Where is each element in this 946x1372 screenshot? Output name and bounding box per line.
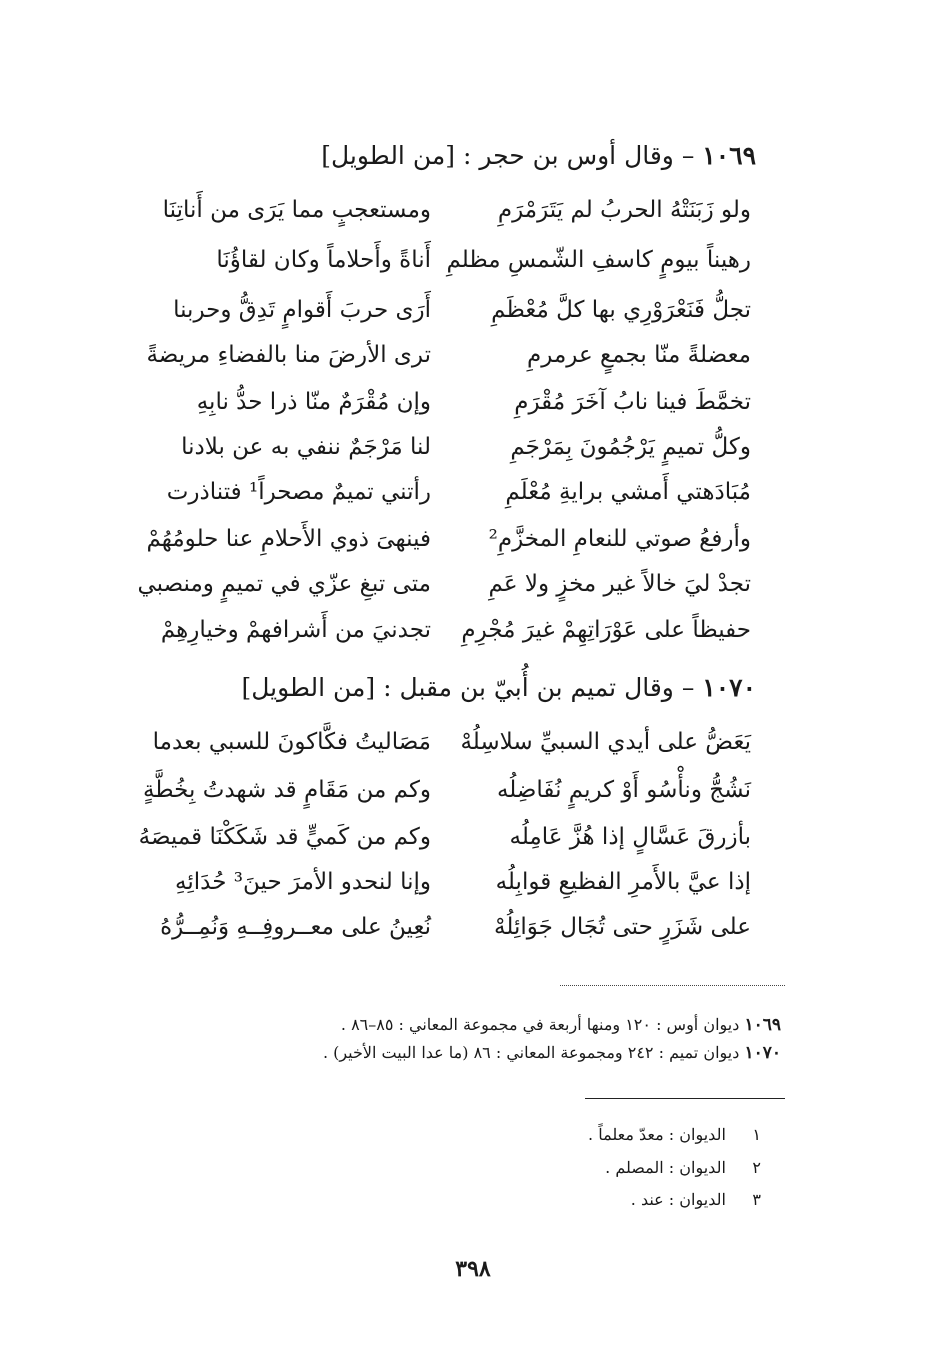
verse-second-hemistich: نَشُجُّ ونأْسُو أَوْ كريمٍ نُفَاضِلُه bbox=[496, 777, 751, 803]
verse bbox=[0, 188, 946, 232]
source-number: ١٠٧٠ bbox=[744, 1043, 781, 1063]
source-text: ديوان أوس : ١٢٠ ومنها أربعة في مجموعة المعاني : ٨٥–٨٦ . bbox=[340, 1015, 740, 1034]
verse-first-hemistich: لنا مَرْجَمٌ ننفي به عن بلادنا bbox=[181, 434, 431, 460]
poem-intro: – وقال أوس بن حجر : [من الطويل] bbox=[321, 141, 695, 170]
verse-first-hemistich: ومستعجبٍ مما يَرَى من أَناتِنَا bbox=[162, 197, 431, 223]
verse-first-hemistich: أَرَى حربَ أَقوامٍ تَدِقُّ وحربنا bbox=[173, 297, 431, 323]
verse-first-hemistich: وإن مُقْرَمٌ منّا ذرا حدُّ نابِهِ bbox=[196, 389, 431, 415]
verse-second-hemistich: على شَزَرٍ حتى تُجَال جَوَائِلُهْ bbox=[494, 914, 751, 940]
verse-first-hemistich: أَناةً وأَحلاماً وكان لقاؤُنَا bbox=[216, 247, 431, 273]
verse-first-hemistich: فينهىَ ذوي الأَحلامِ عنا حلومُهُمْ bbox=[146, 526, 431, 552]
verse-second-hemistich: تخمَّطَ فينا نابُ آخَرَ مُقْرَمِ bbox=[514, 389, 751, 415]
footnote-text: الديوان : معدّ معلماً . bbox=[588, 1125, 726, 1144]
poem-heading-1069 bbox=[156, 138, 756, 174]
verse bbox=[0, 425, 946, 469]
footnote-text: الديوان : عند . bbox=[630, 1190, 726, 1209]
verse-second-hemistich: معضلةً منّا بجمعٍ عرمرمِ bbox=[527, 342, 751, 368]
verse bbox=[0, 860, 946, 904]
verse-first-hemistich: ترى الأرضَ منا بالفضاءِ مريضةً bbox=[146, 342, 431, 368]
verse bbox=[0, 815, 946, 859]
verse bbox=[0, 562, 946, 606]
verse-second-hemistich: بأزرقَ عَسَّالٍ إذا هُزَّ عَامِلُه bbox=[509, 824, 751, 850]
verse bbox=[0, 720, 946, 764]
verse-second-hemistich: وأرفعُ صوتي للنعامِ المخزَّمِ² bbox=[488, 526, 751, 552]
verse-first-hemistich: مَصَاليتُ فكَّاكونَ للسبي بعدما bbox=[152, 729, 431, 755]
page-number: ٣٩٨ bbox=[455, 1256, 491, 1282]
verse bbox=[0, 380, 946, 424]
poem-heading-1070 bbox=[156, 670, 756, 706]
verse-second-hemistich: مُبَادَهتي أَمشي برايةِ مُعْلَمِ bbox=[505, 479, 751, 505]
footnote bbox=[361, 1185, 761, 1215]
footnote bbox=[361, 1153, 761, 1183]
verse-first-hemistich: متى تبغِ عزّي في تميمٍ ومنصبي bbox=[137, 571, 431, 597]
verse bbox=[0, 333, 946, 377]
source-note bbox=[221, 1012, 781, 1038]
footnote-number: ١ bbox=[752, 1125, 761, 1144]
verse bbox=[0, 905, 946, 949]
poem-intro: – وقال تميم بن أُبيّ بن مقبل : [من الطويل] bbox=[241, 673, 695, 702]
dotted-divider bbox=[560, 985, 785, 986]
verse-second-hemistich: ولو زَبَنَتْهُ الحربُ لم يَتَرَمْرَمِ bbox=[497, 197, 751, 223]
verse bbox=[0, 238, 946, 282]
footnote-text: الديوان : المصلم . bbox=[605, 1158, 726, 1177]
footnote-number: ٢ bbox=[752, 1158, 761, 1177]
poem-number: ١٠٦٩ bbox=[702, 141, 756, 170]
verse bbox=[0, 470, 946, 514]
verse-second-hemistich: تجدْ ليَ خالاً غير مخزٍ ولا عَمِ bbox=[488, 571, 751, 597]
verse-first-hemistich: رأتني تميمٌ مصحراً¹ فتناذرت bbox=[166, 479, 431, 505]
verse-first-hemistich: وكم من كَميٍّ قد شَكَكْنَا قميصَهُ bbox=[138, 824, 431, 850]
source-note bbox=[221, 1040, 781, 1066]
verse-first-hemistich: نُعِينُ على معــروفِــهِ وَنُمِــرُّهُ bbox=[160, 914, 431, 940]
verse-first-hemistich: وإنا لنحدو الأمرَ حينَ³ حُدَائِهِ bbox=[175, 869, 431, 895]
footnote-number: ٣ bbox=[752, 1190, 761, 1209]
footnote-divider bbox=[585, 1098, 785, 1099]
verse bbox=[0, 768, 946, 812]
verse-first-hemistich: تجدنيَ من أَشرافهمْ وخيارِهِمْ bbox=[160, 617, 431, 643]
verse-second-hemistich: رهيناً بيومٍ كاسفِ الشّمسِ مظلمِ bbox=[446, 247, 751, 273]
verse-second-hemistich: تجلُّ فَنَعْرَوْرِي بها كلَّ مُعْظَمِ bbox=[491, 297, 751, 323]
source-number: ١٠٦٩ bbox=[744, 1015, 781, 1035]
source-text: ديوان تميم : ٢٤٢ ومجموعة المعاني : ٨٦ (ما عدا البيت الأخير) . bbox=[322, 1043, 740, 1062]
verse-second-hemistich: حفيظاً على عَوْرَاتِهِمْ غيرَ مُجْرِمِ bbox=[461, 617, 751, 643]
verse-second-hemistich: وكلُّ تميمٍ يَرْجُمُونَ بِمَرْجَمِ bbox=[510, 434, 751, 460]
verse-second-hemistich: إذا عيَّ بالأَمرِ الفظيعِ قوابِلُه bbox=[495, 869, 751, 895]
poem-number: ١٠٧٠ bbox=[702, 673, 756, 702]
verse-first-hemistich: وكم من مَقَامٍ قد شهدتُ بِخُطَّةٍ bbox=[142, 777, 431, 803]
verse bbox=[0, 288, 946, 332]
verse bbox=[0, 608, 946, 652]
footnote bbox=[361, 1120, 761, 1150]
verse-second-hemistich: يَعَضُّ على أيدي السبيِّ سلاسِلُهْ bbox=[460, 729, 751, 755]
verse bbox=[0, 517, 946, 561]
